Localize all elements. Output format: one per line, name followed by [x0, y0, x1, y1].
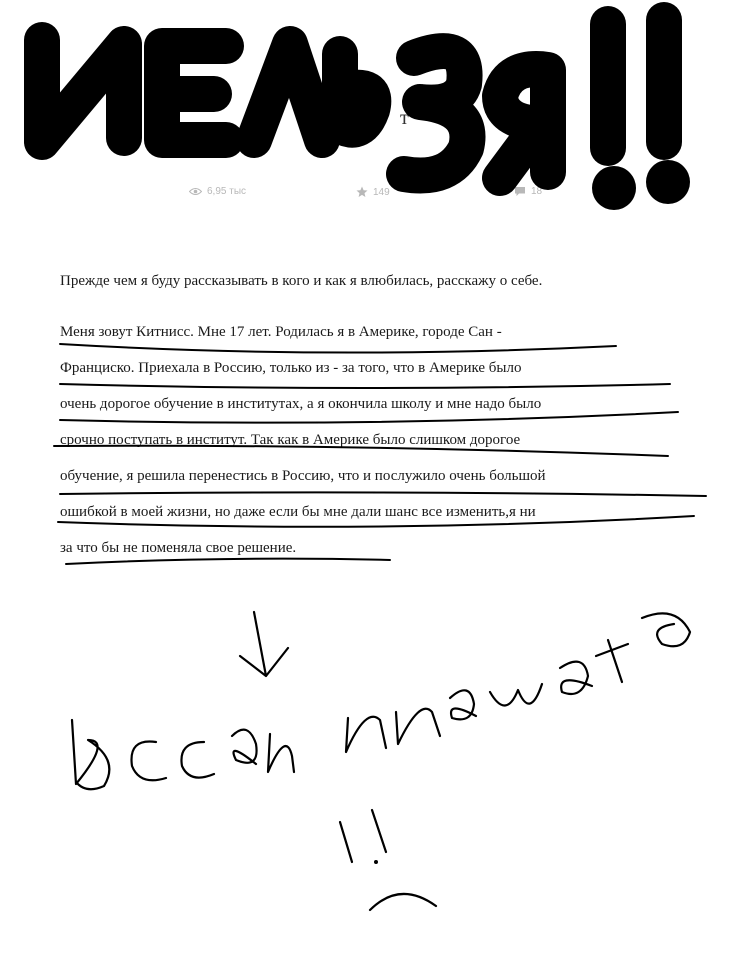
likes-count: 149	[373, 186, 390, 198]
article-intro: Прежде чем я буду рассказывать в кого и как я влюбилась, расскажу о себе.	[60, 273, 543, 289]
article-line: обучение, я решила перенестись в Россию, что и послужило очень большой	[60, 468, 546, 484]
article-line: очень дорогое обучение в институтах, а я окончила школу и мне надо было	[60, 396, 542, 412]
likes-stat[interactable]	[356, 186, 390, 198]
handwritten-remark	[72, 612, 690, 910]
eye-icon	[189, 187, 202, 196]
article-title-fragment: т	[400, 107, 409, 129]
article-line: Меня зовут Китнисс. Мне 17 лет. Родилась я в Америке, городе Сан -	[60, 324, 502, 340]
star-icon	[356, 186, 368, 198]
handwritten-dot	[374, 860, 378, 864]
article-line: за что бы не поменяла свое решение.	[60, 540, 297, 556]
article-line: ошибкой в моей жизни, но даже если бы мне дали шанс все изменить,я ни	[60, 504, 536, 520]
article-line: Франциско. Приехала в Россию, только из - за того, что в Америке было	[60, 360, 522, 376]
stamp-nelzya	[42, 20, 664, 178]
comments-stat[interactable]	[514, 186, 542, 197]
views-stat	[189, 186, 246, 197]
comments-count: 18	[531, 186, 543, 197]
views-count: 6,95 тыс	[207, 186, 247, 197]
article-line: срочно поступать в институт. Так как в Америке было слишком дорогое	[60, 432, 521, 448]
article-stats-bar	[0, 186, 750, 206]
comment-icon	[514, 186, 526, 197]
